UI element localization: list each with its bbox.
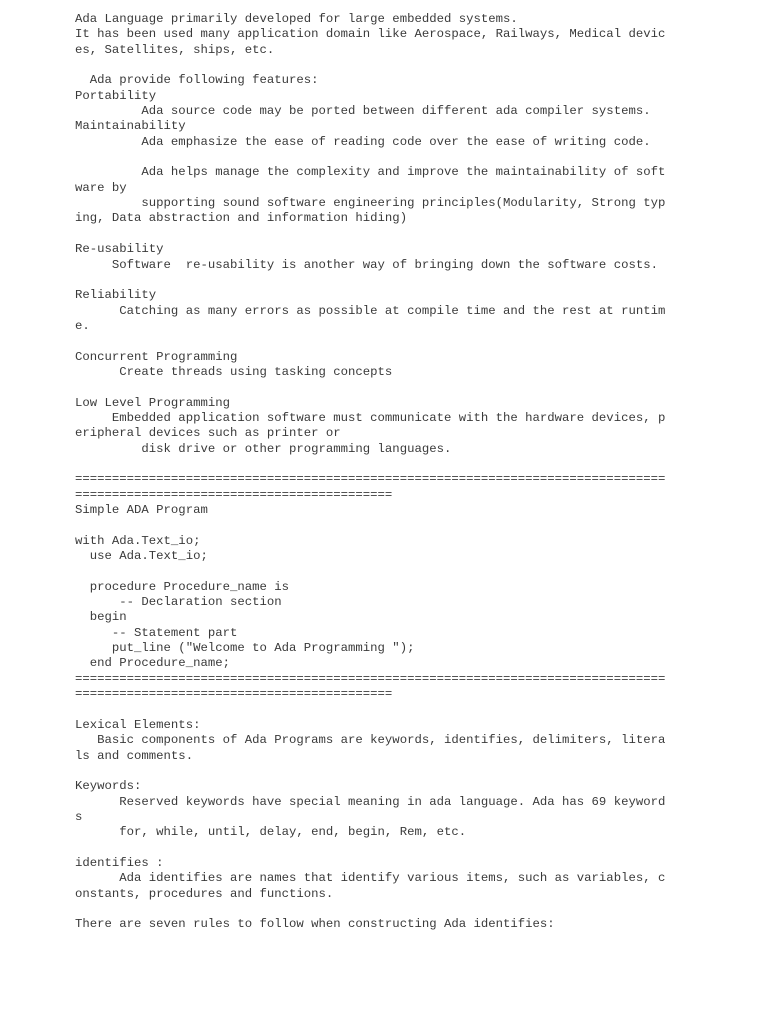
blank-line (75, 764, 675, 779)
blank-line (75, 902, 675, 917)
text-line: Portability (75, 88, 157, 103)
text-line: Create threads using tasking concepts (75, 364, 393, 379)
blank-line (75, 380, 675, 395)
blank-line (75, 564, 675, 579)
text-line: for, while, until, delay, end, begin, Rem, etc. (75, 825, 467, 840)
text-line: onstants, procedures and functions. (75, 886, 334, 901)
text-line: Ada source code may be ported between different ada compiler systems. (75, 104, 651, 119)
text-line: supporting sound software engineering principles(Modularity, Strong typ (75, 196, 666, 211)
text-line: Ada identifies are names that identify various items, such as variables, c (75, 871, 666, 886)
blank-line (75, 273, 675, 288)
document-body (75, 12, 675, 933)
blank-line (75, 58, 675, 73)
text-line: put_line ("Welcome to Ada Programming "); (75, 641, 415, 656)
text-line: -- Declaration section (75, 595, 282, 610)
text-line: Reliability (75, 288, 157, 303)
separator-line: =========================================== (75, 687, 393, 702)
text-line: Reserved keywords have special meaning in ada language. Ada has 69 keyword (75, 794, 666, 809)
separator-line: =========================================== (75, 487, 393, 502)
text-line: Software re-usability is another way of bringing down the software costs. (75, 257, 658, 272)
text-line: Concurrent Programming (75, 349, 238, 364)
blank-line (75, 150, 675, 165)
text-line: There are seven rules to follow when constructing Ada identifies: (75, 917, 555, 932)
blank-line (75, 227, 675, 242)
text-line: Simple ADA Program (75, 503, 208, 517)
text-line: es, Satellites, ships, etc. (75, 42, 275, 57)
blank-line (75, 334, 675, 349)
text-line: It has been used many application domain like Aerospace, Railways, Medical devic (75, 27, 666, 42)
text-line: begin (75, 610, 127, 625)
text-line: identifies : (75, 855, 164, 870)
text-line: Ada Language primarily developed for large embedded systems. (75, 12, 518, 26)
text-line: Embedded application software must communicate with the hardware devices, p (75, 410, 666, 425)
text-line: ware by (75, 180, 127, 195)
text-line: ing, Data abstraction and information hiding) (75, 211, 408, 226)
text-line: procedure Procedure_name is (75, 579, 290, 594)
separator-line: ================================================================================ (75, 472, 666, 487)
text-line: e. (75, 318, 90, 333)
separator-line: ================================================================================ (75, 671, 666, 686)
text-line: end Procedure_name; (75, 656, 230, 671)
text-line: s (75, 809, 83, 824)
text-line: Ada helps manage the complexity and improve the maintainability of soft (75, 165, 666, 180)
text-line: -- Statement part (75, 625, 238, 640)
text-line: Ada emphasize the ease of reading code over the ease of writing code. (75, 134, 651, 149)
blank-line (75, 702, 675, 717)
blank-line (75, 457, 675, 472)
text-line: Keywords: (75, 779, 142, 794)
text-line: Catching as many errors as possible at compile time and the rest at runtim (75, 303, 666, 318)
text-line: eripheral devices such as printer or (75, 426, 341, 441)
text-line: Low Level Programming (75, 395, 230, 410)
text-line: use Ada.Text_io; (75, 549, 208, 564)
text-line: Lexical Elements: (75, 717, 201, 732)
text-line: with Ada.Text_io; (75, 533, 201, 548)
blank-line (75, 841, 675, 856)
text-line: Ada provide following features: (75, 73, 319, 88)
text-line: ls and comments. (75, 748, 194, 763)
text-line: Basic components of Ada Programs are keywords, identifies, delimiters, litera (75, 733, 666, 748)
text-line: disk drive or other programming languages. (75, 441, 452, 456)
text-line: Maintainability (75, 119, 186, 134)
blank-line (75, 518, 675, 533)
text-line: Re-usability (75, 242, 164, 257)
